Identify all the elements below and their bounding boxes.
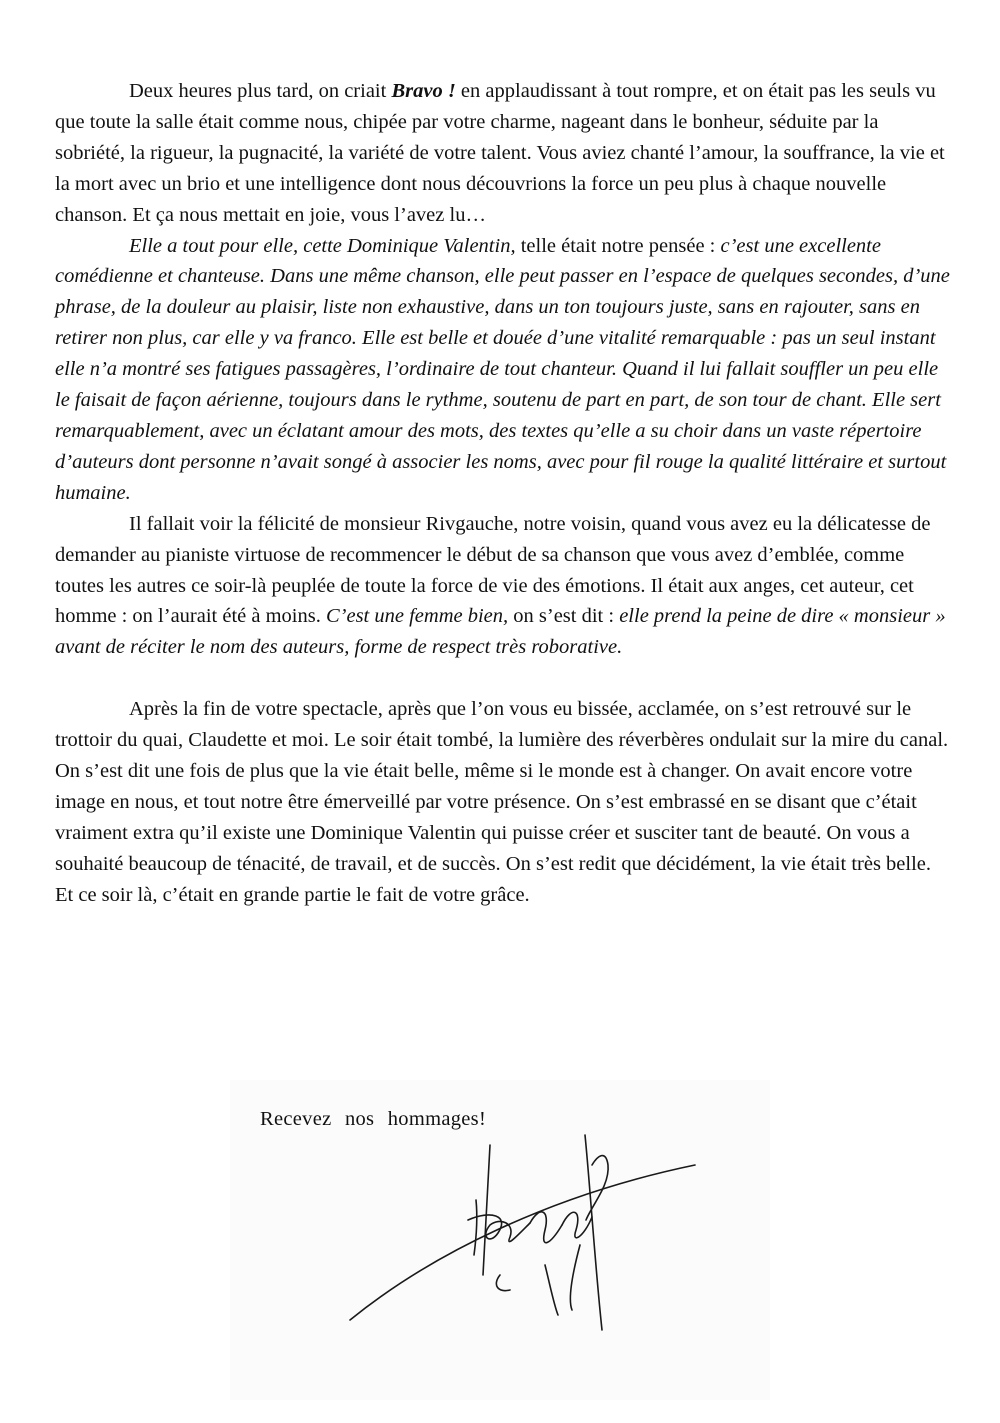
p2-text-b: telle était notre pensée : [515, 234, 721, 257]
closing-line: Recevez nos hommages! [260, 1108, 487, 1130]
handwritten-signature-icon [340, 1125, 710, 1355]
p2-italic-a: Elle a tout pour elle, cette Dominique Valentin, [129, 234, 516, 257]
p3-text-a: Il fallait voir la félicité de monsieur Rivgauche, notre voisin, quand vous avez eu la délicatesse de demander au pianiste virtuose de recommencer le début de sa chanson que vous avez d’emblée, comme toutes les autres ce soir-là peuplée de toute la force de vie des émotions. Il était aux anges, cet auteur, cet homme : on l’aurait été à moins. [55, 512, 931, 628]
p3-italic-d: elle prend la peine de dire « monsieur » avant de réciter le nom des auteurs, forme de respect très roborative. [55, 605, 946, 659]
p2-italic-c: c’est une excellente comédienne et chanteuse. Dans une même chanson, elle peut passer en l’espace de quelques secondes, d’une phrase, de la douleur au plaisir, liste non exhaustive, dans un ton toujours juste, sans en rajouter, sans en retirer non plus, car elle y va franco. Elle est belle et douée d’une vitalité remarquable : pas un seul instant elle n’a montré ses fatigues passagères, l’ordinaire de tout chanteur. Quand il lui fallait souffler un peu elle le faisait de façon aérienne, toujours dans le rythme, soutenu de part en part, de son tour de chant. Elle sert remarquablement, avec un éclatant amour des mots, des textes qu’elle a su choir dans un vaste répertoire d’auteurs dont personne n’avait songé à associer les noms, avec pour fil rouge la qualité littéraire et surtout humaine. [55, 234, 950, 504]
letter-body [55, 76, 950, 911]
p1-text-c: en applaudissant à tout rompre, et on était pas les seuls vu que toute la salle était comme nous, chipée par votre charme, nageant dans le bonheur, séduite par la sobriété, la rigueur, la pugnacité, la variété de votre talent. Vous aviez chanté l’amour, la souffrance, la vie et la mort avec un brio et une intelligence dont nous découvrions la force un peu plus à chaque nouvelle chanson. Et ça nous mettait en joie, vous l’avez lu… [55, 80, 945, 226]
paragraph-4: Après la fin de votre spectacle, après que l’on vous eu bissée, acclamée, on s’est retrouvé sur le trottoir du quai, Claudette et moi. Le soir était tombé, la lumière des réverbères ondulait sur la mire du canal. On s’est dit une fois de plus que la vie était belle, même si le monde est à changer. On avait encore votre image en nous, et tout notre être émerveillé par votre présence. On s’est embrassé en se disant que c’était vraiment extra qu’il existe une Dominique Valentin qui puisse créer et susciter tant de beauté. On vous a souhaité beaucoup de ténacité, de travail, et de succès. On s’est redit que décidément, la vie était très belle. Et ce soir là, c’était en grande partie le fait de votre grâce. [55, 698, 949, 906]
p3-italic-b: C’est une femme bien, [325, 605, 509, 628]
paragraph-1 [55, 76, 950, 231]
paragraph-3 [55, 509, 950, 664]
p1-bravo: Bravo ! [391, 80, 456, 102]
p1-text-a: Deux heures plus tard, on criait [129, 80, 392, 102]
p3-text-c: on s’est dit : [508, 605, 620, 628]
paragraph-2 [55, 231, 950, 509]
